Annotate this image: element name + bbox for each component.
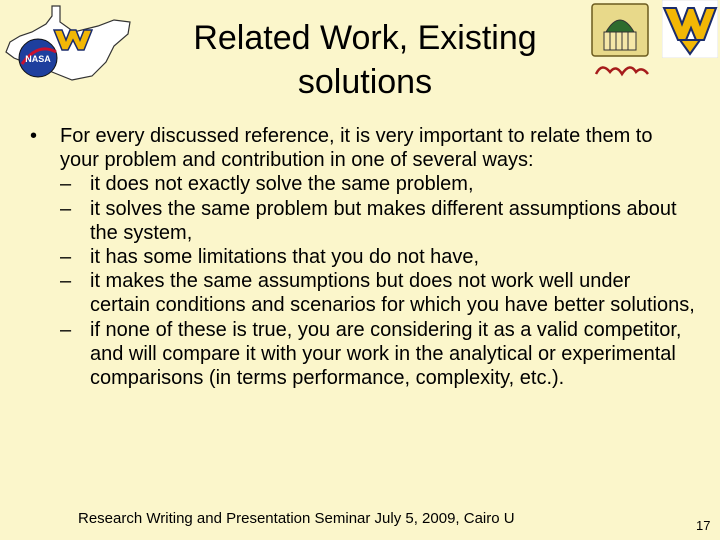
dash-icon: – — [60, 197, 72, 220]
slide-title — [140, 16, 590, 104]
sub-bullet-text: if none of these is true, you are considering it as a valid competitor, and will compare it with your work in the analytical or experimental comparisons (in terms performance, complexity, etc.). — [90, 318, 682, 390]
arabic-script-icon — [596, 67, 648, 74]
nasa-badge-text: NASA — [25, 54, 51, 64]
sub-bullet-text: it has some limitations that you do not have, — [90, 246, 480, 269]
main-bullet — [30, 124, 695, 172]
slide-footer: Research Writing and Presentation Seminar July 5, 2009, Cairo U — [78, 510, 515, 527]
slide-title-line-2: solutions — [297, 63, 433, 101]
slide-title-line-1: Related Work, Existing — [193, 19, 537, 57]
sub-bullet-text: it does not exactly solve the same problem, — [90, 173, 474, 196]
cairo-university-logo — [582, 2, 660, 82]
dash-icon: – — [60, 270, 72, 293]
sub-bullet-item — [30, 197, 695, 245]
sub-bullet-item — [30, 269, 695, 317]
main-bullet-text: For every discussed reference, it is very important to relate them to your problem and contribution in one of several ways: — [60, 125, 653, 172]
wvu-logo — [662, 0, 718, 58]
wv-nasa-logo — [2, 2, 134, 82]
bullet-dot-icon: • — [30, 125, 38, 147]
sub-bullet-list — [30, 172, 695, 390]
sub-bullet-item — [30, 318, 695, 391]
sub-bullet-text: it solves the same problem but makes different assumptions about the system, — [90, 197, 677, 244]
sub-bullet-item — [30, 245, 695, 269]
sub-bullet-item — [30, 172, 695, 196]
dash-icon: – — [60, 173, 72, 196]
dash-icon: – — [60, 318, 72, 341]
sub-bullet-text: it makes the same assumptions but does not work well under certain conditions and scenarios for which you have better solutions, — [90, 270, 695, 317]
slide-body — [30, 124, 695, 390]
dash-icon: – — [60, 246, 72, 269]
page-number: 17 — [696, 518, 711, 533]
